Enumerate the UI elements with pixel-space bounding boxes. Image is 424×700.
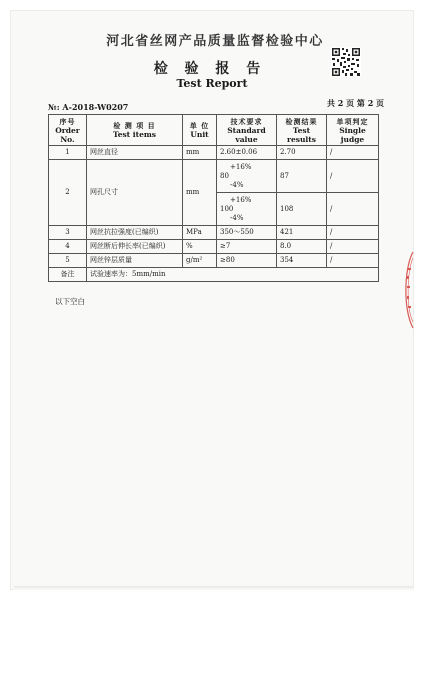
blank-below-note: 以下空白 xyxy=(55,297,85,306)
table-row xyxy=(49,254,379,268)
header-test-items: 检 测 项 目 Test items xyxy=(87,115,183,146)
table-row xyxy=(49,240,379,254)
organization-title: 河北省丝网产品质量监督检验中心 xyxy=(106,34,324,49)
cell-judge: / xyxy=(327,226,379,240)
report-title-english: Test Report xyxy=(176,77,248,90)
report-title-chinese: 检 验 报 告 xyxy=(153,61,267,77)
report-number: №: A-2018-W0207 xyxy=(48,102,129,112)
cell-unit: g/m² xyxy=(183,254,217,268)
remarks-row xyxy=(49,268,379,282)
cell-standard-value: 350～550 xyxy=(217,226,277,240)
cell-judge: / xyxy=(327,240,379,254)
cell-unit: % xyxy=(183,240,217,254)
cell-test-item: 网丝断后伸长率(已编织) xyxy=(87,240,183,254)
header-unit: 单 位 Unit xyxy=(183,115,217,146)
red-seal-stamp-icon xyxy=(402,250,414,330)
cell-standard-value: +16% 80 -4% xyxy=(217,160,277,193)
cell-test-item: 网丝抗拉强度(已编织) xyxy=(87,226,183,240)
table-row xyxy=(49,160,379,193)
cell-standard-value: +16% 100 -4% xyxy=(217,193,277,226)
cell-unit: mm xyxy=(183,160,217,226)
cell-judge: / xyxy=(327,193,379,226)
cell-unit: MPa xyxy=(183,226,217,240)
header-test-results: 检测结果 Test results xyxy=(277,115,327,146)
cell-test-item: 网孔尺寸 xyxy=(87,160,183,226)
cell-test-result: 108 xyxy=(277,193,327,226)
remarks-text: 试验速率为：5mm/min xyxy=(87,268,379,282)
cell-judge: / xyxy=(327,160,379,193)
cell-standard-value: ≥7 xyxy=(217,240,277,254)
header-order-no: 序号 Order No. xyxy=(49,115,87,146)
cell-order-no: 5 xyxy=(49,254,87,268)
cell-test-result: 2.70 xyxy=(277,146,327,160)
cell-judge: / xyxy=(327,254,379,268)
header-standard-value: 技术要求 Standard value xyxy=(217,115,277,146)
table-row xyxy=(49,146,379,160)
cell-test-result: 354 xyxy=(277,254,327,268)
cell-test-result: 8.0 xyxy=(277,240,327,254)
test-results-table xyxy=(48,114,379,282)
remarks-label: 备注 xyxy=(49,268,87,282)
cell-order-no: 4 xyxy=(49,240,87,254)
cell-standard-value: ≥80 xyxy=(217,254,277,268)
cell-order-no: 1 xyxy=(49,146,87,160)
table-header-row xyxy=(49,115,379,146)
cell-standard-value: 2.60±0.06 xyxy=(217,146,277,160)
cell-test-item: 网丝直径 xyxy=(87,146,183,160)
qr-code-icon xyxy=(331,47,361,77)
cell-test-result: 87 xyxy=(277,160,327,193)
cell-test-result: 421 xyxy=(277,226,327,240)
cell-order-no: 3 xyxy=(49,226,87,240)
cell-test-item: 网丝锌层质量 xyxy=(87,254,183,268)
cell-order-no: 2 xyxy=(49,160,87,226)
header-single-judge: 单项判定 Single judge xyxy=(327,115,379,146)
cell-judge: / xyxy=(327,146,379,160)
cell-unit: mm xyxy=(183,146,217,160)
page-count: 共 2 页 第 2 页 xyxy=(327,98,385,108)
page-shadow xyxy=(14,586,414,591)
table-row xyxy=(49,226,379,240)
